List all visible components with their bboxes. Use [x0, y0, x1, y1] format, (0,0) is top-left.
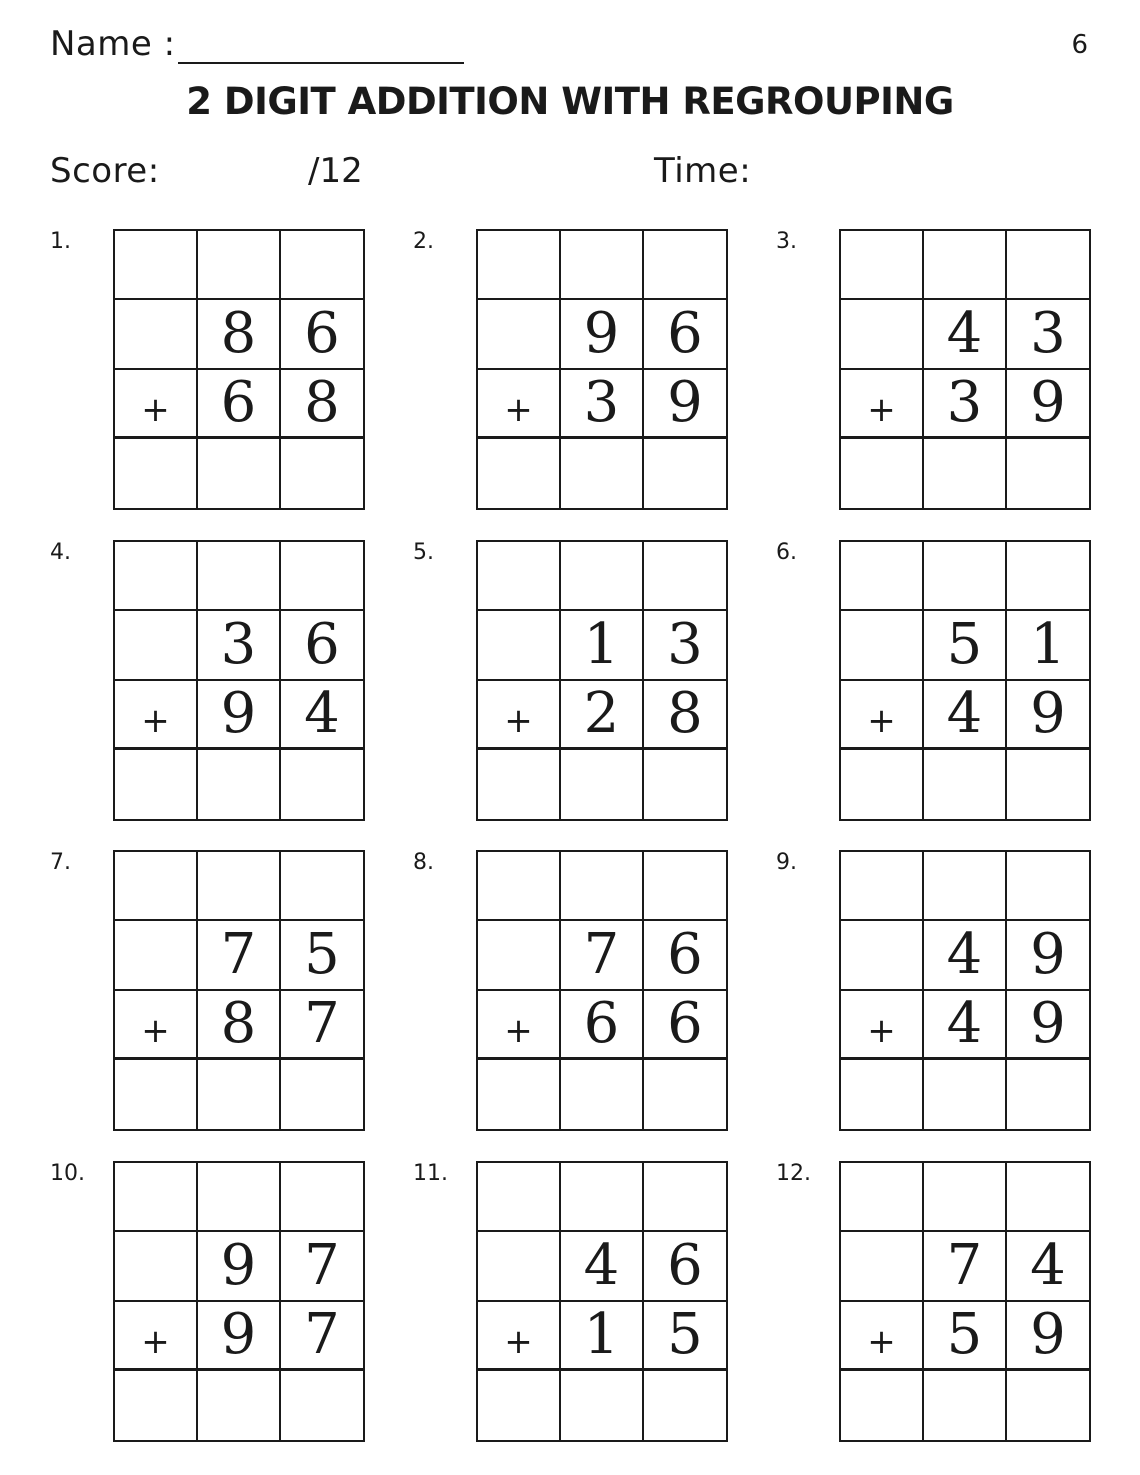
carry-cell[interactable]	[198, 542, 281, 611]
problem-number: 4.	[50, 540, 71, 565]
bottom-digit: 3	[924, 370, 1007, 439]
carry-cell[interactable]	[1007, 1163, 1089, 1232]
carry-cell[interactable]	[841, 1163, 924, 1232]
problem-number: 11.	[413, 1161, 448, 1186]
top-digit: 9	[198, 1232, 281, 1302]
carry-cell[interactable]	[644, 231, 726, 300]
answer-cell[interactable]	[561, 439, 644, 508]
problem-1	[50, 229, 370, 514]
answer-cell[interactable]	[478, 1371, 561, 1440]
answer-cell[interactable]	[561, 750, 644, 819]
top-digit: 5	[281, 921, 363, 991]
bottom-digit: 2	[561, 681, 644, 750]
carry-cell[interactable]	[198, 1163, 281, 1232]
bottom-digit: 9	[198, 1302, 281, 1371]
answer-cell[interactable]	[644, 1060, 726, 1129]
empty-cell	[115, 1232, 198, 1302]
carry-cell[interactable]	[198, 231, 281, 300]
answer-cell[interactable]	[1007, 1371, 1089, 1440]
answer-grid	[113, 850, 365, 1131]
plus-sign: +	[115, 370, 198, 439]
top-digit: 1	[561, 611, 644, 681]
top-digit: 7	[561, 921, 644, 991]
score-total: /12	[308, 151, 363, 191]
bottom-digit: 6	[198, 370, 281, 439]
problem-number: 8.	[413, 850, 434, 875]
answer-grid	[476, 850, 728, 1131]
problem-number: 7.	[50, 850, 71, 875]
carry-cell[interactable]	[924, 542, 1007, 611]
answer-cell[interactable]	[924, 1060, 1007, 1129]
top-digit: 6	[644, 921, 726, 991]
carry-cell[interactable]	[115, 231, 198, 300]
problem-4	[50, 540, 370, 825]
bottom-digit: 6	[644, 991, 726, 1060]
top-digit: 6	[281, 300, 363, 370]
carry-cell[interactable]	[115, 1163, 198, 1232]
carry-cell[interactable]	[841, 542, 924, 611]
answer-cell[interactable]	[924, 1371, 1007, 1440]
carry-cell[interactable]	[478, 852, 561, 921]
carry-cell[interactable]	[561, 231, 644, 300]
problem-9	[776, 850, 1096, 1135]
problem-number: 5.	[413, 540, 434, 565]
carry-cell[interactable]	[281, 1163, 363, 1232]
top-digit: 6	[281, 611, 363, 681]
bottom-digit: 8	[198, 991, 281, 1060]
top-digit: 7	[281, 1232, 363, 1302]
problem-number: 9.	[776, 850, 797, 875]
answer-cell[interactable]	[198, 750, 281, 819]
bottom-digit: 9	[1007, 681, 1089, 750]
answer-cell[interactable]	[644, 750, 726, 819]
empty-cell	[841, 1232, 924, 1302]
top-digit: 3	[198, 611, 281, 681]
top-digit: 4	[924, 300, 1007, 370]
plus-sign: +	[478, 370, 561, 439]
top-digit: 8	[198, 300, 281, 370]
answer-grid	[113, 229, 365, 510]
answer-grid	[839, 850, 1091, 1131]
answer-cell[interactable]	[644, 1371, 726, 1440]
problem-12	[776, 1161, 1096, 1446]
bottom-digit: 1	[561, 1302, 644, 1371]
problem-number: 3.	[776, 229, 797, 254]
answer-cell[interactable]	[644, 439, 726, 508]
answer-cell[interactable]	[841, 439, 924, 508]
carry-cell[interactable]	[478, 542, 561, 611]
top-digit: 4	[561, 1232, 644, 1302]
name-blank-line[interactable]	[178, 62, 464, 64]
top-digit: 4	[1007, 1232, 1089, 1302]
carry-cell[interactable]	[841, 852, 924, 921]
bottom-digit: 4	[924, 681, 1007, 750]
bottom-digit: 4	[281, 681, 363, 750]
carry-cell[interactable]	[924, 231, 1007, 300]
carry-cell[interactable]	[1007, 231, 1089, 300]
answer-grid	[113, 540, 365, 821]
empty-cell	[478, 300, 561, 370]
top-digit: 9	[1007, 921, 1089, 991]
page-number: 6	[1071, 30, 1088, 60]
answer-cell[interactable]	[478, 750, 561, 819]
carry-cell[interactable]	[924, 1163, 1007, 1232]
top-digit: 6	[644, 300, 726, 370]
answer-cell[interactable]	[841, 1371, 924, 1440]
problem-number: 1.	[50, 229, 71, 254]
answer-cell[interactable]	[281, 439, 363, 508]
bottom-digit: 7	[281, 1302, 363, 1371]
bottom-digit: 6	[561, 991, 644, 1060]
empty-cell	[478, 1232, 561, 1302]
plus-sign: +	[115, 1302, 198, 1371]
top-digit: 5	[924, 611, 1007, 681]
answer-cell[interactable]	[478, 1060, 561, 1129]
problem-8	[413, 850, 733, 1135]
top-digit: 1	[1007, 611, 1089, 681]
problem-7	[50, 850, 370, 1135]
plus-sign: +	[841, 1302, 924, 1371]
carry-cell[interactable]	[644, 542, 726, 611]
problem-number: 2.	[413, 229, 434, 254]
empty-cell	[841, 921, 924, 991]
answer-cell[interactable]	[198, 1060, 281, 1129]
empty-cell	[115, 611, 198, 681]
bottom-digit: 9	[1007, 370, 1089, 439]
answer-cell[interactable]	[1007, 439, 1089, 508]
top-digit: 3	[644, 611, 726, 681]
problem-5	[413, 540, 733, 825]
problem-number: 6.	[776, 540, 797, 565]
problem-3	[776, 229, 1096, 514]
answer-grid	[476, 1161, 728, 1442]
answer-cell[interactable]	[924, 439, 1007, 508]
answer-cell[interactable]	[561, 1060, 644, 1129]
problem-number: 12.	[776, 1161, 811, 1186]
plus-sign: +	[478, 681, 561, 750]
carry-cell[interactable]	[115, 542, 198, 611]
problem-10	[50, 1161, 370, 1446]
plus-sign: +	[115, 681, 198, 750]
problem-6	[776, 540, 1096, 825]
carry-cell[interactable]	[478, 1163, 561, 1232]
bottom-digit: 8	[644, 681, 726, 750]
time-label: Time:	[654, 151, 752, 191]
answer-cell[interactable]	[561, 1371, 644, 1440]
answer-grid	[113, 1161, 365, 1442]
bottom-digit: 5	[924, 1302, 1007, 1371]
bottom-digit: 8	[281, 370, 363, 439]
problem-2	[413, 229, 733, 514]
answer-cell[interactable]	[478, 439, 561, 508]
carry-cell[interactable]	[281, 852, 363, 921]
carry-cell[interactable]	[644, 1163, 726, 1232]
plus-sign: +	[478, 991, 561, 1060]
carry-cell[interactable]	[644, 852, 726, 921]
answer-cell[interactable]	[198, 1371, 281, 1440]
answer-cell[interactable]	[115, 1060, 198, 1129]
carry-cell[interactable]	[561, 1163, 644, 1232]
answer-cell[interactable]	[841, 1060, 924, 1129]
bottom-digit: 9	[1007, 1302, 1089, 1371]
bottom-digit: 9	[1007, 991, 1089, 1060]
name-label: Name :	[50, 24, 176, 64]
worksheet-title: 2 DIGIT ADDITION WITH REGROUPING	[186, 80, 954, 123]
answer-cell[interactable]	[115, 439, 198, 508]
bottom-digit: 3	[561, 370, 644, 439]
bottom-digit: 9	[198, 681, 281, 750]
top-digit: 3	[1007, 300, 1089, 370]
top-digit: 7	[924, 1232, 1007, 1302]
answer-cell[interactable]	[924, 750, 1007, 819]
carry-cell[interactable]	[198, 852, 281, 921]
answer-cell[interactable]	[1007, 750, 1089, 819]
bottom-digit: 4	[924, 991, 1007, 1060]
carry-cell[interactable]	[841, 231, 924, 300]
empty-cell	[115, 921, 198, 991]
empty-cell	[841, 300, 924, 370]
bottom-digit: 9	[644, 370, 726, 439]
plus-sign: +	[115, 991, 198, 1060]
problem-11	[413, 1161, 733, 1446]
answer-cell[interactable]	[281, 1060, 363, 1129]
plus-sign: +	[478, 1302, 561, 1371]
plus-sign: +	[841, 991, 924, 1060]
bottom-digit: 5	[644, 1302, 726, 1371]
answer-grid	[839, 540, 1091, 821]
carry-cell[interactable]	[561, 542, 644, 611]
bottom-digit: 7	[281, 991, 363, 1060]
answer-cell[interactable]	[198, 439, 281, 508]
carry-cell[interactable]	[1007, 542, 1089, 611]
plus-sign: +	[841, 370, 924, 439]
carry-cell[interactable]	[561, 852, 644, 921]
answer-cell[interactable]	[115, 750, 198, 819]
answer-cell[interactable]	[281, 750, 363, 819]
top-digit: 7	[198, 921, 281, 991]
top-digit: 4	[924, 921, 1007, 991]
answer-grid	[476, 540, 728, 821]
carry-cell[interactable]	[281, 231, 363, 300]
answer-cell[interactable]	[115, 1371, 198, 1440]
top-digit: 9	[561, 300, 644, 370]
empty-cell	[841, 611, 924, 681]
answer-grid	[839, 229, 1091, 510]
answer-grid	[476, 229, 728, 510]
empty-cell	[478, 611, 561, 681]
empty-cell	[115, 300, 198, 370]
carry-cell[interactable]	[478, 231, 561, 300]
answer-cell[interactable]	[841, 750, 924, 819]
carry-cell[interactable]	[924, 852, 1007, 921]
carry-cell[interactable]	[1007, 852, 1089, 921]
problem-number: 10.	[50, 1161, 85, 1186]
top-digit: 6	[644, 1232, 726, 1302]
empty-cell	[478, 921, 561, 991]
carry-cell[interactable]	[281, 542, 363, 611]
answer-cell[interactable]	[1007, 1060, 1089, 1129]
plus-sign: +	[841, 681, 924, 750]
answer-grid	[839, 1161, 1091, 1442]
answer-cell[interactable]	[281, 1371, 363, 1440]
score-label: Score:	[50, 151, 160, 191]
carry-cell[interactable]	[115, 852, 198, 921]
